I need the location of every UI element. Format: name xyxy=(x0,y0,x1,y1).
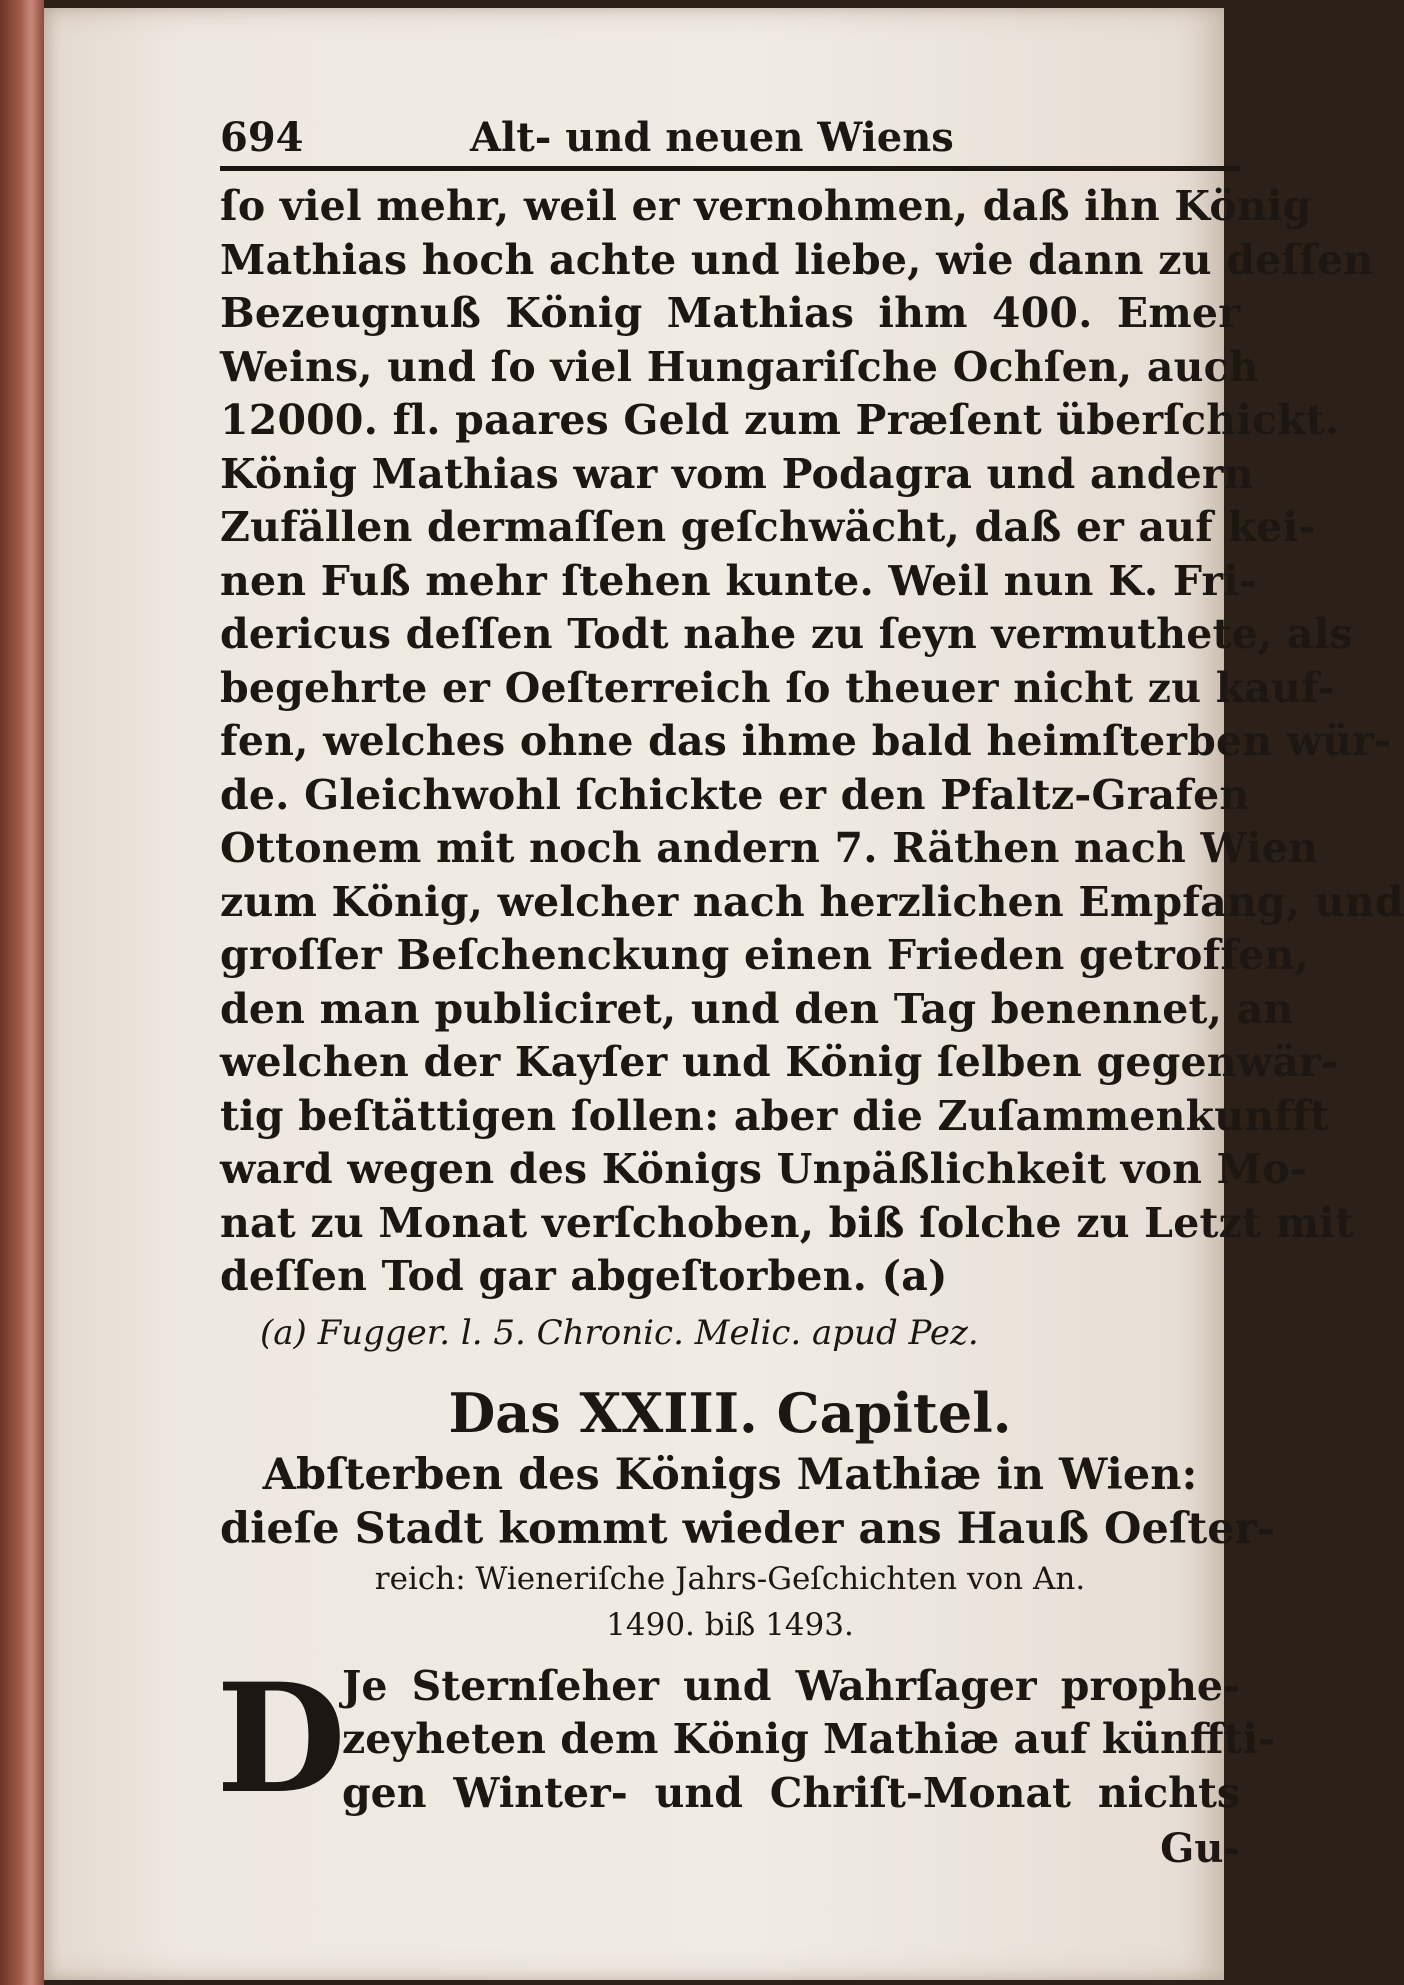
text-line: König Mathias war vom Podagra und andern xyxy=(220,449,1254,498)
text-line: groſſer Beſchenckung einen Frieden getroffen, xyxy=(220,931,1310,979)
chapter-summary xyxy=(220,1448,1276,1648)
text-line: nen Fuß mehr ſtehen kunte. Weil nun K. Fri- xyxy=(220,556,1257,605)
text-line: deſſen Tod gar abgeſtorben. (a) xyxy=(220,1252,948,1300)
text-line: ward wegen des Königs Unpäßlichkeit von Mo- xyxy=(220,1145,1307,1193)
text-line: 12000. fl. paares Geld zum Præſent überſchickt. xyxy=(220,396,1340,444)
book-page xyxy=(44,8,1404,1980)
text-line: de. Gleichwohl ſchickte er den Pfaltz-Grafen xyxy=(220,770,1250,819)
chapter-title: Das XXIII. Capitel. xyxy=(448,1380,1012,1445)
text-line: den man publiciret, und den Tag benennet, an xyxy=(220,984,1294,1033)
text-line: tig beſtättigen ſollen: aber die Zuſammenkunfft xyxy=(220,1091,1330,1140)
page-header xyxy=(220,108,1240,168)
text-line: Ottonem mit noch andern 7. Räthen nach Wien xyxy=(220,824,1319,872)
summary-line: dieſe Stadt kommt wieder ans Hauß Oeſter- xyxy=(220,1503,1276,1554)
drop-cap-initial: D xyxy=(216,1650,347,1827)
text-line: gen Winter- und Chriſt-Monat nichts xyxy=(342,1768,1240,1817)
text-line: Je Sternſeher und Wahrſager prophe- xyxy=(342,1661,1240,1710)
footnote: (a) Fugger. l. 5. Chronic. Melic. apud Pez. xyxy=(260,1312,979,1353)
text-line: Mathias hoch achte und liebe, wie dann zu deſſen xyxy=(220,235,1374,284)
header-rule xyxy=(220,166,1240,171)
text-line: zeyheten dem König Mathiæ auf künffti- xyxy=(342,1715,1276,1763)
book-edge xyxy=(0,0,44,1985)
text-line: Bezeugnuß König Mathias ihm 400. Emer xyxy=(220,289,1240,337)
summary-line: 1490. biß 1493. xyxy=(606,1606,854,1643)
text-line: dericus deſſen Todt nahe zu ſeyn vermuthete, als xyxy=(220,610,1353,658)
page-number: 694 xyxy=(220,114,304,161)
text-line: welchen der Kayſer und König ſelben gegenwär- xyxy=(220,1038,1339,1086)
opening-paragraph xyxy=(216,1650,1276,1827)
text-line: Weins, und ſo viel Hungariſche Ochſen, auch xyxy=(220,342,1259,391)
catchword: Gu- xyxy=(1160,1825,1240,1872)
text-line: fen, welches ohne das ihme bald heimſterben wür- xyxy=(220,717,1392,765)
summary-line: Abſterben des Königs Mathiæ in Wien: xyxy=(262,1449,1198,1500)
text-line: zum König, welcher nach herzlichen Empfang, und xyxy=(220,877,1404,926)
summary-line: reich: Wieneriſche Jahrs-Geſchichten von An. xyxy=(374,1560,1086,1597)
page-content xyxy=(216,108,1404,1876)
running-title: Alt- und neuen Wiens xyxy=(470,114,954,161)
text-line: nat zu Monat verſchoben, biß ſolche zu Letzt mit xyxy=(220,1198,1355,1247)
text-line: ſo viel mehr, weil er vernohmen, daß ihn König xyxy=(220,182,1312,230)
text-line: begehrte er Oeſterreich ſo theuer nicht zu kauf- xyxy=(220,663,1335,712)
text-line: Zufällen dermaſſen geſchwächt, daß er auf kei- xyxy=(220,503,1316,551)
body-text xyxy=(220,180,1404,1304)
